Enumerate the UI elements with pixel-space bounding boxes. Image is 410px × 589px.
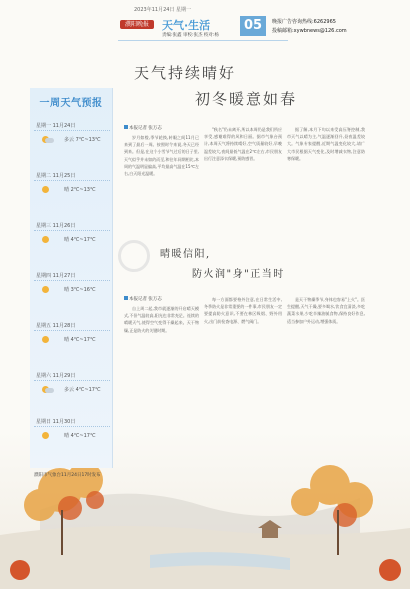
page-number: 05 <box>240 16 266 36</box>
header-rule <box>118 40 288 41</box>
top-line <box>0 0 410 14</box>
byline-1: 本报记者 张万志 <box>124 125 162 131</box>
hotline: 晚报广告咨询热线:6262965 <box>272 19 336 25</box>
byline-2: 本报记者 张万志 <box>124 296 162 302</box>
weather-day: 星期一 11月24日 多云 7℃~13℃ <box>34 122 110 162</box>
article2-col2: 每一方面都要格外注意,在日常生活中,冬季防火是非常重要的一件事,市民朋友一定要提高防火意识,不要在林区吸烟、野外用火,出门前检查电源、燃气阀门。 <box>204 297 282 324</box>
sun-icon <box>42 432 54 440</box>
headline-1-line2: 初冬暖意如春 <box>195 90 298 108</box>
weather-day: 星期三 11月26日 晴 4℃~17℃ <box>34 222 110 262</box>
article1-col2: "秋名"仍未离开,所以本周仍是我们所应享受,感谢难得的风和日丽。据市气象台预计,本周天气将持续晴好,空气质量较好,早晚温差较大,夜间最低气温在2℃左右,市民朋友出行注意添衣保暖,预防感冒。 <box>204 127 282 161</box>
section-title: 天气·生活 <box>162 19 211 32</box>
contact-info <box>272 18 347 36</box>
page-header <box>0 14 410 54</box>
weather-day: 星期五 11月28日 晴 4℃~17℃ <box>34 322 110 362</box>
article2-col3: 是天干物燥季节,身体也容易"上火"。医生提醒,天气干燥,要多喝水,饮食宜清淡,多吃蔬菜水果,少吃辛辣油腻食物,保持良好作息,适当参加户外运动,增强体质。 <box>287 297 365 324</box>
headline-1-line1: 天气持续晴好 <box>134 64 237 82</box>
sun-cloud-icon <box>42 386 54 394</box>
article1-col3: 据了解,本月下旬以来受高压脊控制,我市天气以晴为主,气温逐渐回升,昼夜温差较大。气象专家提醒,近期气温变化较大,请广大市民根据天气变化,及时增减衣物,注意防寒保暖。 <box>287 127 365 161</box>
sun-icon <box>42 236 54 244</box>
weather-panel-title: 一周天气预报 <box>39 98 103 109</box>
weekly-weather-panel <box>30 88 113 468</box>
newspaper-logo: 濮阳晚报 <box>120 20 154 29</box>
weather-day: 星期四 11月27日 晴 3℃~16℃ <box>34 272 110 312</box>
dateline: 2023年11月24日 星期一 <box>134 7 192 13</box>
weather-day: 星期二 11月25日 晴 2℃~13℃ <box>34 172 110 212</box>
article1-col1: 岁月如梭,季节轮换,转眼之间11月已来到了最后一周。按照时令来说,冬天已经到来。但是,在这个小雪节气过后的日子里,天气似乎并未如约而至,和往年同期相比,本周的气温明显偏高,平均最高气温在15℃左右,白天阳光温暖。 <box>124 135 199 177</box>
sun-icon <box>42 336 54 344</box>
headline-2-line2: 防火润"身"正当时 <box>192 269 285 280</box>
editors-line: 责编:张鑫 审校:张杰 校对:杨 <box>162 33 219 38</box>
email: 投稿邮箱:xywbnews@126.com <box>272 28 347 34</box>
headline-2-line1: 晴暖信阳, <box>160 249 211 260</box>
sun-cloud-icon <box>42 136 54 144</box>
article2-col1: 自上周二起,我市就逐渐的开启晴天模式,不但气温较高,阳光也非常充足。连续的晴暖天气,使得空气变得干燥起来。天干物燥,正是防火的关键时期。 <box>124 306 199 333</box>
weather-day: 星期六 11月29日 多云 4℃~17℃ <box>34 372 110 412</box>
weather-source-note: 濮阳市气象台11月24日17时发布 <box>34 473 101 478</box>
byline-square-icon <box>124 296 128 300</box>
byline-square-icon <box>124 125 128 129</box>
sun-icon <box>42 286 54 294</box>
sun-icon <box>42 186 54 194</box>
weather-day: 星期日 11月30日 晴 4℃~17℃ <box>34 418 110 458</box>
brush-circle-decoration <box>118 240 150 272</box>
